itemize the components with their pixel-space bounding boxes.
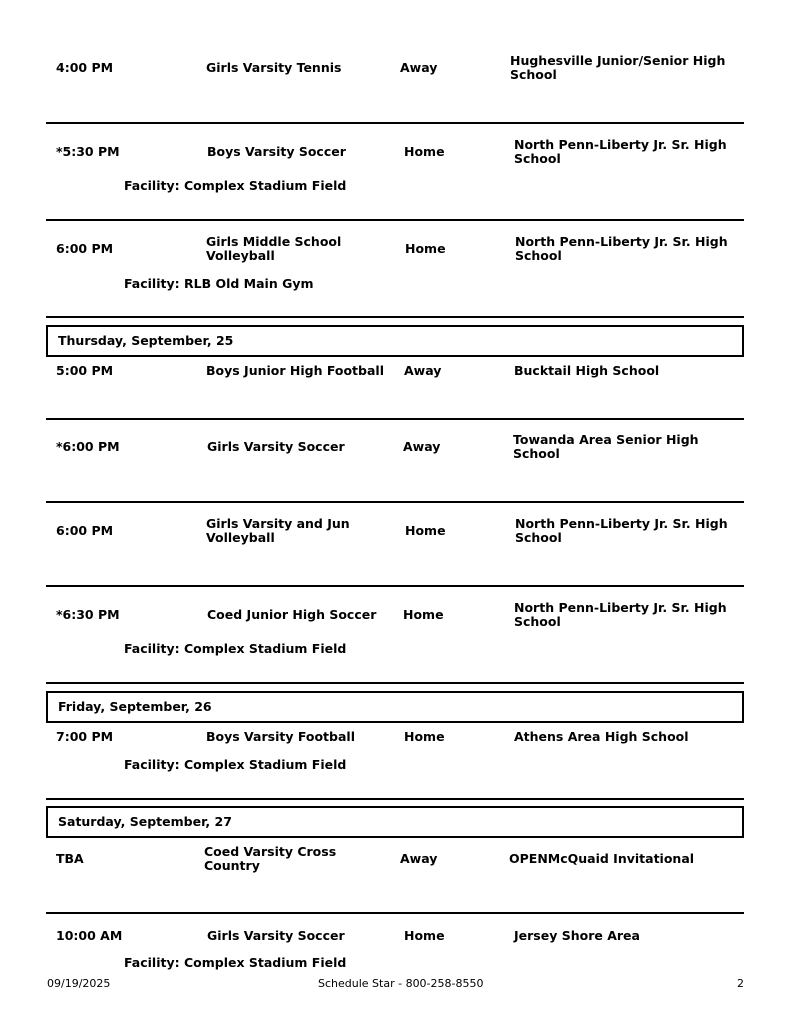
event-location: Home bbox=[403, 607, 444, 622]
row-divider bbox=[46, 682, 744, 684]
event-facility: Facility: Complex Stadium Field bbox=[124, 178, 347, 193]
footer-page-number: 2 bbox=[737, 977, 744, 990]
event-name: Boys Varsity Football bbox=[206, 729, 355, 744]
event-opponent: Towanda Area Senior High School bbox=[513, 432, 699, 461]
event-opponent: Bucktail High School bbox=[514, 363, 660, 378]
row-divider bbox=[46, 501, 744, 503]
event-name: Girls Middle School Volleyball bbox=[206, 234, 342, 263]
day-header bbox=[46, 325, 744, 357]
event-time: 6:00 PM bbox=[56, 523, 114, 538]
event-opponent: North Penn-Liberty Jr. Sr. High School bbox=[514, 137, 727, 166]
event-location: Home bbox=[404, 144, 445, 159]
event-name: Girls Varsity Soccer bbox=[207, 928, 345, 943]
row-divider bbox=[46, 122, 744, 124]
event-time: *6:00 PM bbox=[56, 439, 120, 454]
day-header bbox=[46, 806, 744, 838]
event-name: Boys Varsity Soccer bbox=[207, 144, 346, 159]
event-opponent: North Penn-Liberty Jr. Sr. High School bbox=[514, 600, 727, 629]
event-name: Girls Varsity Tennis bbox=[206, 60, 342, 75]
event-location: Away bbox=[403, 439, 441, 454]
footer-center: Schedule Star - 800-258-8550 bbox=[318, 977, 484, 990]
event-facility: Facility: Complex Stadium Field bbox=[124, 641, 347, 656]
row-divider bbox=[46, 585, 744, 587]
event-name: Girls Varsity Soccer bbox=[207, 439, 345, 454]
event-opponent: North Penn-Liberty Jr. Sr. High School bbox=[515, 234, 728, 263]
event-time: TBA bbox=[56, 851, 84, 866]
day-header-label: Thursday, September, 25 bbox=[58, 333, 234, 348]
event-opponent: OPENMcQuaid Invitational bbox=[509, 851, 695, 866]
event-name: Boys Junior High Football bbox=[206, 363, 384, 378]
event-opponent: Hughesville Junior/Senior High School bbox=[510, 53, 726, 82]
row-divider bbox=[46, 912, 744, 914]
event-facility: Facility: Complex Stadium Field bbox=[124, 757, 347, 772]
row-divider bbox=[46, 798, 744, 800]
event-time: 7:00 PM bbox=[56, 729, 114, 744]
footer-date: 09/19/2025 bbox=[47, 977, 111, 990]
day-header-label: Saturday, September, 27 bbox=[58, 814, 232, 829]
event-location: Home bbox=[405, 241, 446, 256]
event-name: Coed Varsity Cross Country bbox=[204, 844, 337, 873]
event-time: 5:00 PM bbox=[56, 363, 114, 378]
event-opponent: Jersey Shore Area bbox=[514, 928, 640, 943]
event-location: Away bbox=[400, 851, 438, 866]
row-divider bbox=[46, 418, 744, 420]
event-time: *5:30 PM bbox=[56, 144, 120, 159]
day-header-label: Friday, September, 26 bbox=[58, 699, 212, 714]
event-location: Home bbox=[404, 928, 445, 943]
event-name: Girls Varsity and Jun Volleyball bbox=[206, 516, 350, 545]
event-opponent: North Penn-Liberty Jr. Sr. High School bbox=[515, 516, 728, 545]
event-location: Home bbox=[405, 523, 446, 538]
day-header bbox=[46, 691, 744, 723]
event-time: 4:00 PM bbox=[56, 60, 114, 75]
event-location: Away bbox=[404, 363, 442, 378]
event-time: *6:30 PM bbox=[56, 607, 120, 622]
event-name: Coed Junior High Soccer bbox=[207, 607, 377, 622]
event-time: 10:00 AM bbox=[56, 928, 123, 943]
event-opponent: Athens Area High School bbox=[514, 729, 689, 744]
event-facility: Facility: Complex Stadium Field bbox=[124, 955, 347, 970]
event-location: Home bbox=[404, 729, 445, 744]
event-time: 6:00 PM bbox=[56, 241, 114, 256]
event-facility: Facility: RLB Old Main Gym bbox=[124, 276, 314, 291]
row-divider bbox=[46, 219, 744, 221]
event-location: Away bbox=[400, 60, 438, 75]
row-divider bbox=[46, 316, 744, 318]
